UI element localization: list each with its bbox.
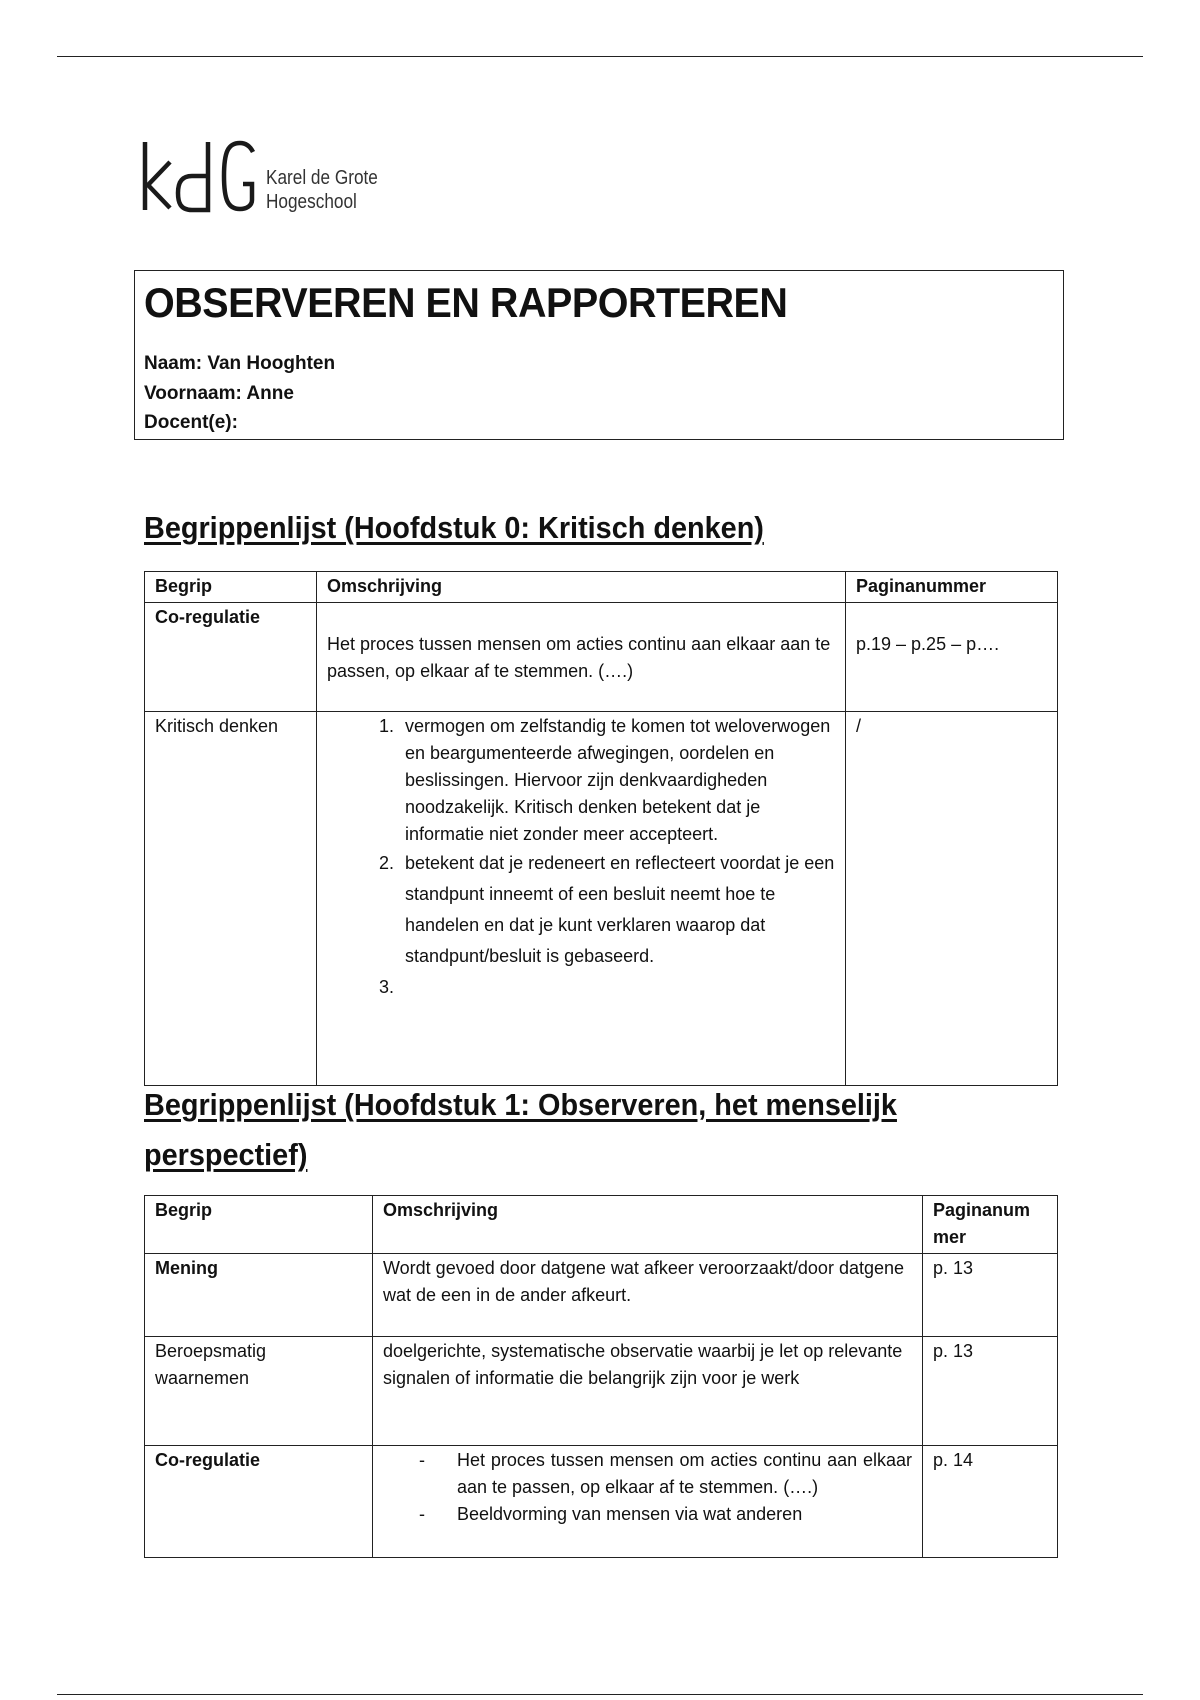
header-paginanummer: Paginanum mer — [923, 1196, 1058, 1254]
term-cell: Co-regulatie — [145, 1446, 373, 1558]
section-heading-chapter-1: Begrippenlijst (Hoofdstuk 1: Observeren, het menselijk perspectief) — [144, 1087, 897, 1172]
footer-rule — [57, 1694, 1143, 1695]
description-cell — [373, 1446, 923, 1558]
table-row — [145, 712, 1058, 1086]
page-cell: / — [846, 712, 1058, 1086]
term-cell: Mening — [145, 1254, 373, 1337]
term-cell: Beroepsmatig waarnemen — [145, 1337, 373, 1446]
list-item: - Het proces tussen mensen om acties continu aan elkaar aan te passen, op elkaar af te stemmen. (….) — [419, 1447, 912, 1501]
header-omschrijving: Omschrijving — [373, 1196, 923, 1254]
table-row — [145, 1446, 1058, 1558]
student-first-name: Voornaam: Anne — [144, 383, 294, 404]
list-item: 1. vermogen om zelfstandig te komen tot weloverwogen en beargumenteerde afwegingen, oordelen en beslissingen. Hiervoor zijn denkvaardigheden noodzakelijk. Kritisch denken betekent dat je informatie niet zonder meer accepteert. — [399, 713, 835, 848]
page-cell: p.19 – p.25 – p…. — [846, 603, 1058, 712]
section-heading-chapter-0: Begrippenlijst (Hoofdstuk 0: Kritisch denken) — [144, 510, 764, 545]
document-title: OBSERVEREN EN RAPPORTEREN — [144, 279, 788, 326]
student-name: Naam: Van Hooghten — [144, 353, 336, 374]
glossary-table-chapter-1 — [144, 1195, 1058, 1558]
logo-wordmark-text — [266, 166, 378, 214]
term-cell: Co-regulatie — [145, 603, 317, 712]
list-item — [399, 972, 835, 1003]
list-item: - Beeldvorming van mensen via wat anderen — [419, 1501, 912, 1528]
logo-line-2: Hogeschool — [266, 191, 357, 213]
description-clip — [383, 1447, 912, 1555]
description-cell: Het proces tussen mensen om acties continu aan elkaar aan te passen, op elkaar af te stemmen. (….) — [317, 603, 846, 712]
page-cell: p. 13 — [923, 1337, 1058, 1446]
glossary-table-chapter-0 — [144, 571, 1058, 1086]
kdg-logo-mark — [140, 138, 258, 214]
definition-list — [327, 713, 835, 1003]
table-header-row — [145, 1196, 1058, 1254]
table-row — [145, 1337, 1058, 1446]
table-header-row — [145, 572, 1058, 603]
description-cell: Wordt gevoed door datgene wat afkeer veroorzaakt/door datgene wat de een in de ander afkeurt. — [373, 1254, 923, 1337]
header-rule — [57, 56, 1143, 57]
list-item: 2. betekent dat je redeneert en reflecteert voordat je een standpunt inneemt of een besluit neemt hoe te handelen en dat je kunt verklaren waarop dat standpunt/besluit is gebaseerd. — [399, 848, 835, 972]
description-cell: doelgerichte, systematische observatie waarbij je let op relevante signalen of informatie die belangrijk zijn voor je werk — [373, 1337, 923, 1446]
table-row — [145, 1254, 1058, 1337]
title-block — [134, 270, 1064, 440]
page-cell: p. 13 — [923, 1254, 1058, 1337]
teacher-field: Docent(e): — [144, 412, 238, 433]
header-begrip: Begrip — [145, 1196, 373, 1254]
kdg-logo — [140, 138, 400, 218]
logo-line-1: Karel de Grote — [266, 167, 378, 189]
header-omschrijving: Omschrijving — [317, 572, 846, 603]
description-cell — [317, 712, 846, 1086]
page-cell: p. 14 — [923, 1446, 1058, 1558]
term-cell: Kritisch denken — [145, 712, 317, 1086]
definition-list — [383, 1447, 912, 1528]
table-row — [145, 603, 1058, 712]
header-begrip: Begrip — [145, 572, 317, 603]
header-paginanummer: Paginanummer — [846, 572, 1058, 603]
